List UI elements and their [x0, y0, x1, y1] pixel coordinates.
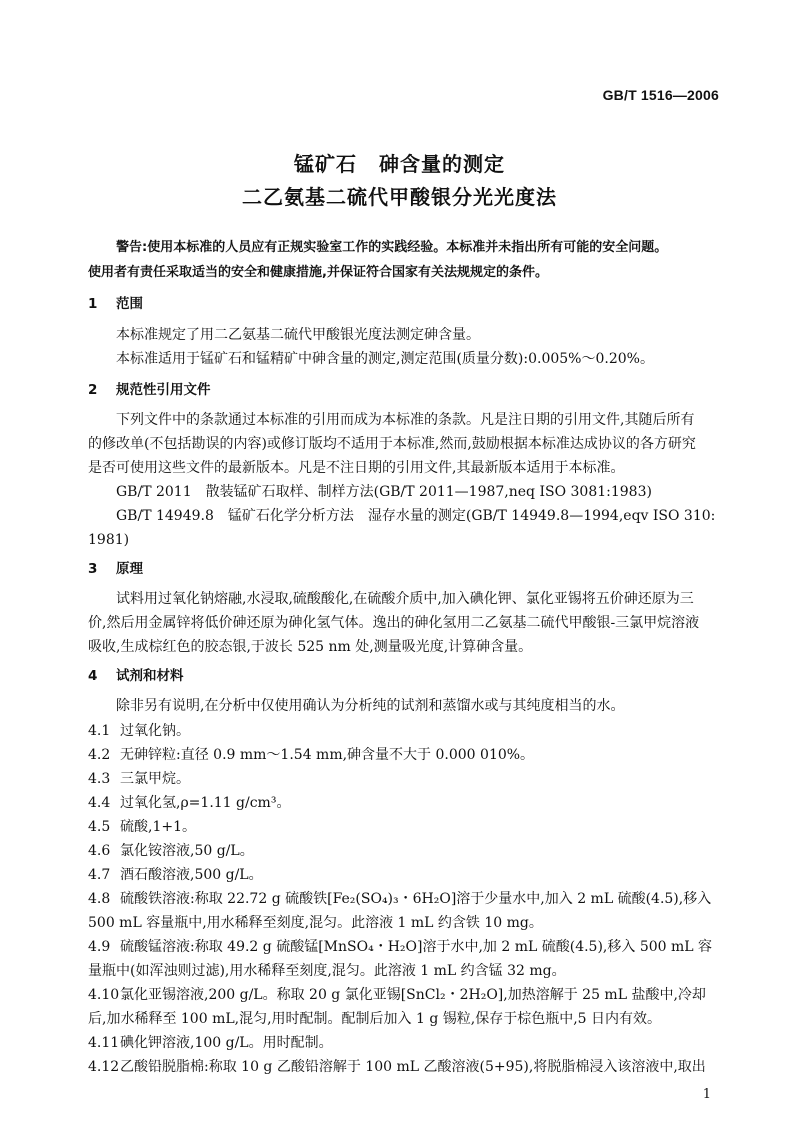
- section-1-para-2: 本标准适用于锰矿石和锰精矿中砷含量的测定,测定范围(质量分数):0.005%～0.20%。: [116, 351, 654, 367]
- item-text: 酒石酸溶液,500 g/L。: [120, 867, 263, 883]
- standard-code: GB/T 1516—2006: [602, 87, 719, 103]
- section-3-line-3: 吸收,生成棕红色的胶态银,于波长 525 nm 处,测量吸光度,计算砷含量。: [88, 639, 533, 655]
- item-4-8-cont: 500 mL 容量瓶中,用水稀释至刻度,混匀。此溶液 1 mL 约含铁 10 mg。: [88, 915, 543, 931]
- section-3-line-1: 试料用过氧化钠熔融,水浸取,硫酸酸化,在硫酸介质中,加入碘化钾、氯化亚锡将五价砷还原为三: [116, 591, 694, 607]
- title-part-a: 锰矿石: [294, 152, 357, 176]
- page-number: 1: [702, 1087, 711, 1102]
- item-4-12: [88, 1060, 706, 1074]
- item-number: 4.10: [88, 987, 120, 1003]
- item-4-9: [88, 940, 712, 954]
- item-number: 4.7: [88, 867, 111, 883]
- section-number: 4: [88, 668, 98, 684]
- section-number: 3: [88, 561, 98, 577]
- item-4-3: [88, 772, 190, 786]
- item-text: 硫酸锰溶液:称取 49.2 g 硫酸锰[MnSO₄・H₂O]溶于水中,加 2 mL 硫酸(4.5),移入 500 mL 容: [120, 939, 713, 955]
- item-number: 4.5: [88, 819, 111, 835]
- item-number: 4.6: [88, 843, 111, 859]
- section-3-line-2: 价,然后用金属锌将低价砷还原为砷化氢气体。逸出的砷化氢用二乙氨基二硫代甲酸银-三氯甲烷溶液: [88, 615, 700, 631]
- section-title: 原理: [116, 561, 143, 577]
- section-2-heading: [88, 384, 211, 398]
- item-text: 过氧化钠。: [120, 723, 190, 739]
- section-3-heading: [88, 563, 143, 577]
- item-4-4: [88, 796, 290, 810]
- item-4-6: [88, 844, 254, 858]
- item-number: 4.4: [88, 795, 111, 811]
- item-text: 过氧化氢,ρ=1.11 g/cm³。: [120, 795, 291, 811]
- document-title-line2: 二乙氨基二硫代甲酸银分光光度法: [242, 185, 557, 209]
- section-4-intro: 除非另有说明,在分析中仅使用确认为分析纯的试剂和蒸馏水或与其纯度相当的水。: [116, 698, 625, 714]
- item-text: 硫酸,1+1。: [120, 819, 196, 835]
- item-4-10: [88, 988, 706, 1002]
- section-title: 范围: [116, 296, 143, 312]
- item-text: 氯化铵溶液,50 g/L。: [120, 843, 254, 859]
- item-text: 硫酸铁溶液:称取 22.72 g 硫酸铁[Fe₂(SO₄)₃・6H₂O]溶于少量水中,加入 2 mL 硫酸(4.5),移入: [120, 891, 712, 907]
- section-number: 2: [88, 382, 98, 398]
- section-1-heading: [88, 298, 143, 312]
- item-4-8: [88, 892, 711, 906]
- title-part-b: 砷含量的测定: [379, 152, 505, 176]
- section-2-para-line-1: 下列文件中的条款通过本标准的引用而成为本标准的条款。凡是注日期的引用文件,其随后所有: [116, 412, 695, 428]
- section-2-para-line-2: 的修改单(不包括勘误的内容)或修订版均不适用于本标准,然而,鼓励根据本标准达成协议的各方研究: [88, 436, 696, 452]
- warning-line-2: 使用者有责任采取适当的安全和健康措施,并保证符合国家有关法规规定的条件。: [88, 265, 548, 280]
- document-title-line1: [0, 154, 799, 174]
- reference-gb-t-14949-8-line-2: 1981): [88, 532, 130, 548]
- item-number: 4.9: [88, 939, 111, 955]
- item-4-11: [88, 1036, 333, 1050]
- section-1-para-1: 本标准规定了用二乙氨基二硫代甲酸银光度法测定砷含量。: [116, 327, 480, 343]
- item-4-2: [88, 748, 534, 762]
- item-text: 碘化钾溶液,100 g/L。用时配制。: [120, 1035, 333, 1051]
- item-4-10-cont: 后,加水稀释至 100 mL,混匀,用时配制。配制后加入 1 g 锡粒,保存于棕色瓶中,5 日内有效。: [88, 1011, 662, 1027]
- item-number: 4.11: [88, 1035, 120, 1051]
- item-text: 乙酸铅脱脂棉:称取 10 g 乙酸铅溶解于 100 mL 乙酸溶液(5+95),将脱脂棉浸入该溶液中,取出: [120, 1059, 706, 1075]
- item-text: 氯化亚锡溶液,200 g/L。称取 20 g 氯化亚锡[SnCl₂・2H₂O],加热溶解于 25 mL 盐酸中,冷却: [120, 987, 706, 1003]
- item-4-5: [88, 820, 196, 834]
- reference-gb-t-2011: GB/T 2011 散装锰矿石取样、制样方法(GB/T 2011—1987,neq ISO 3081:1983): [116, 484, 652, 500]
- section-4-heading: [88, 670, 184, 684]
- item-text: 三氯甲烷。: [120, 771, 190, 787]
- section-2-para-line-3: 是否可使用这些文件的最新版本。凡是不注日期的引用文件,其最新版本适用于本标准。: [88, 460, 625, 476]
- warning-line-1: 警告:使用本标准的人员应有正规实验室工作的实践经验。本标准并未指出所有可能的安全问题。: [116, 240, 668, 255]
- item-4-7: [88, 868, 263, 882]
- reference-gb-t-14949-8-line-1: GB/T 14949.8 锰矿石化学分析方法 湿存水量的测定(GB/T 14949.8—1994,eqv ISO 310:: [116, 508, 716, 524]
- item-text: 无砷锌粒:直径 0.9 mm～1.54 mm,砷含量不大于 0.000 010%。: [120, 747, 535, 763]
- item-number: 4.8: [88, 891, 111, 907]
- section-title: 试剂和材料: [116, 668, 184, 684]
- item-number: 4.3: [88, 771, 111, 787]
- item-number: 4.12: [88, 1059, 120, 1075]
- section-title: 规范性引用文件: [116, 382, 211, 398]
- item-number: 4.2: [88, 747, 111, 763]
- item-4-1: [88, 724, 190, 738]
- item-4-9-cont: 量瓶中(如浑浊则过滤),用水稀释至刻度,混匀。此溶液 1 mL 约含锰 32 mg。: [88, 963, 566, 979]
- item-number: 4.1: [88, 723, 111, 739]
- section-number: 1: [88, 296, 98, 312]
